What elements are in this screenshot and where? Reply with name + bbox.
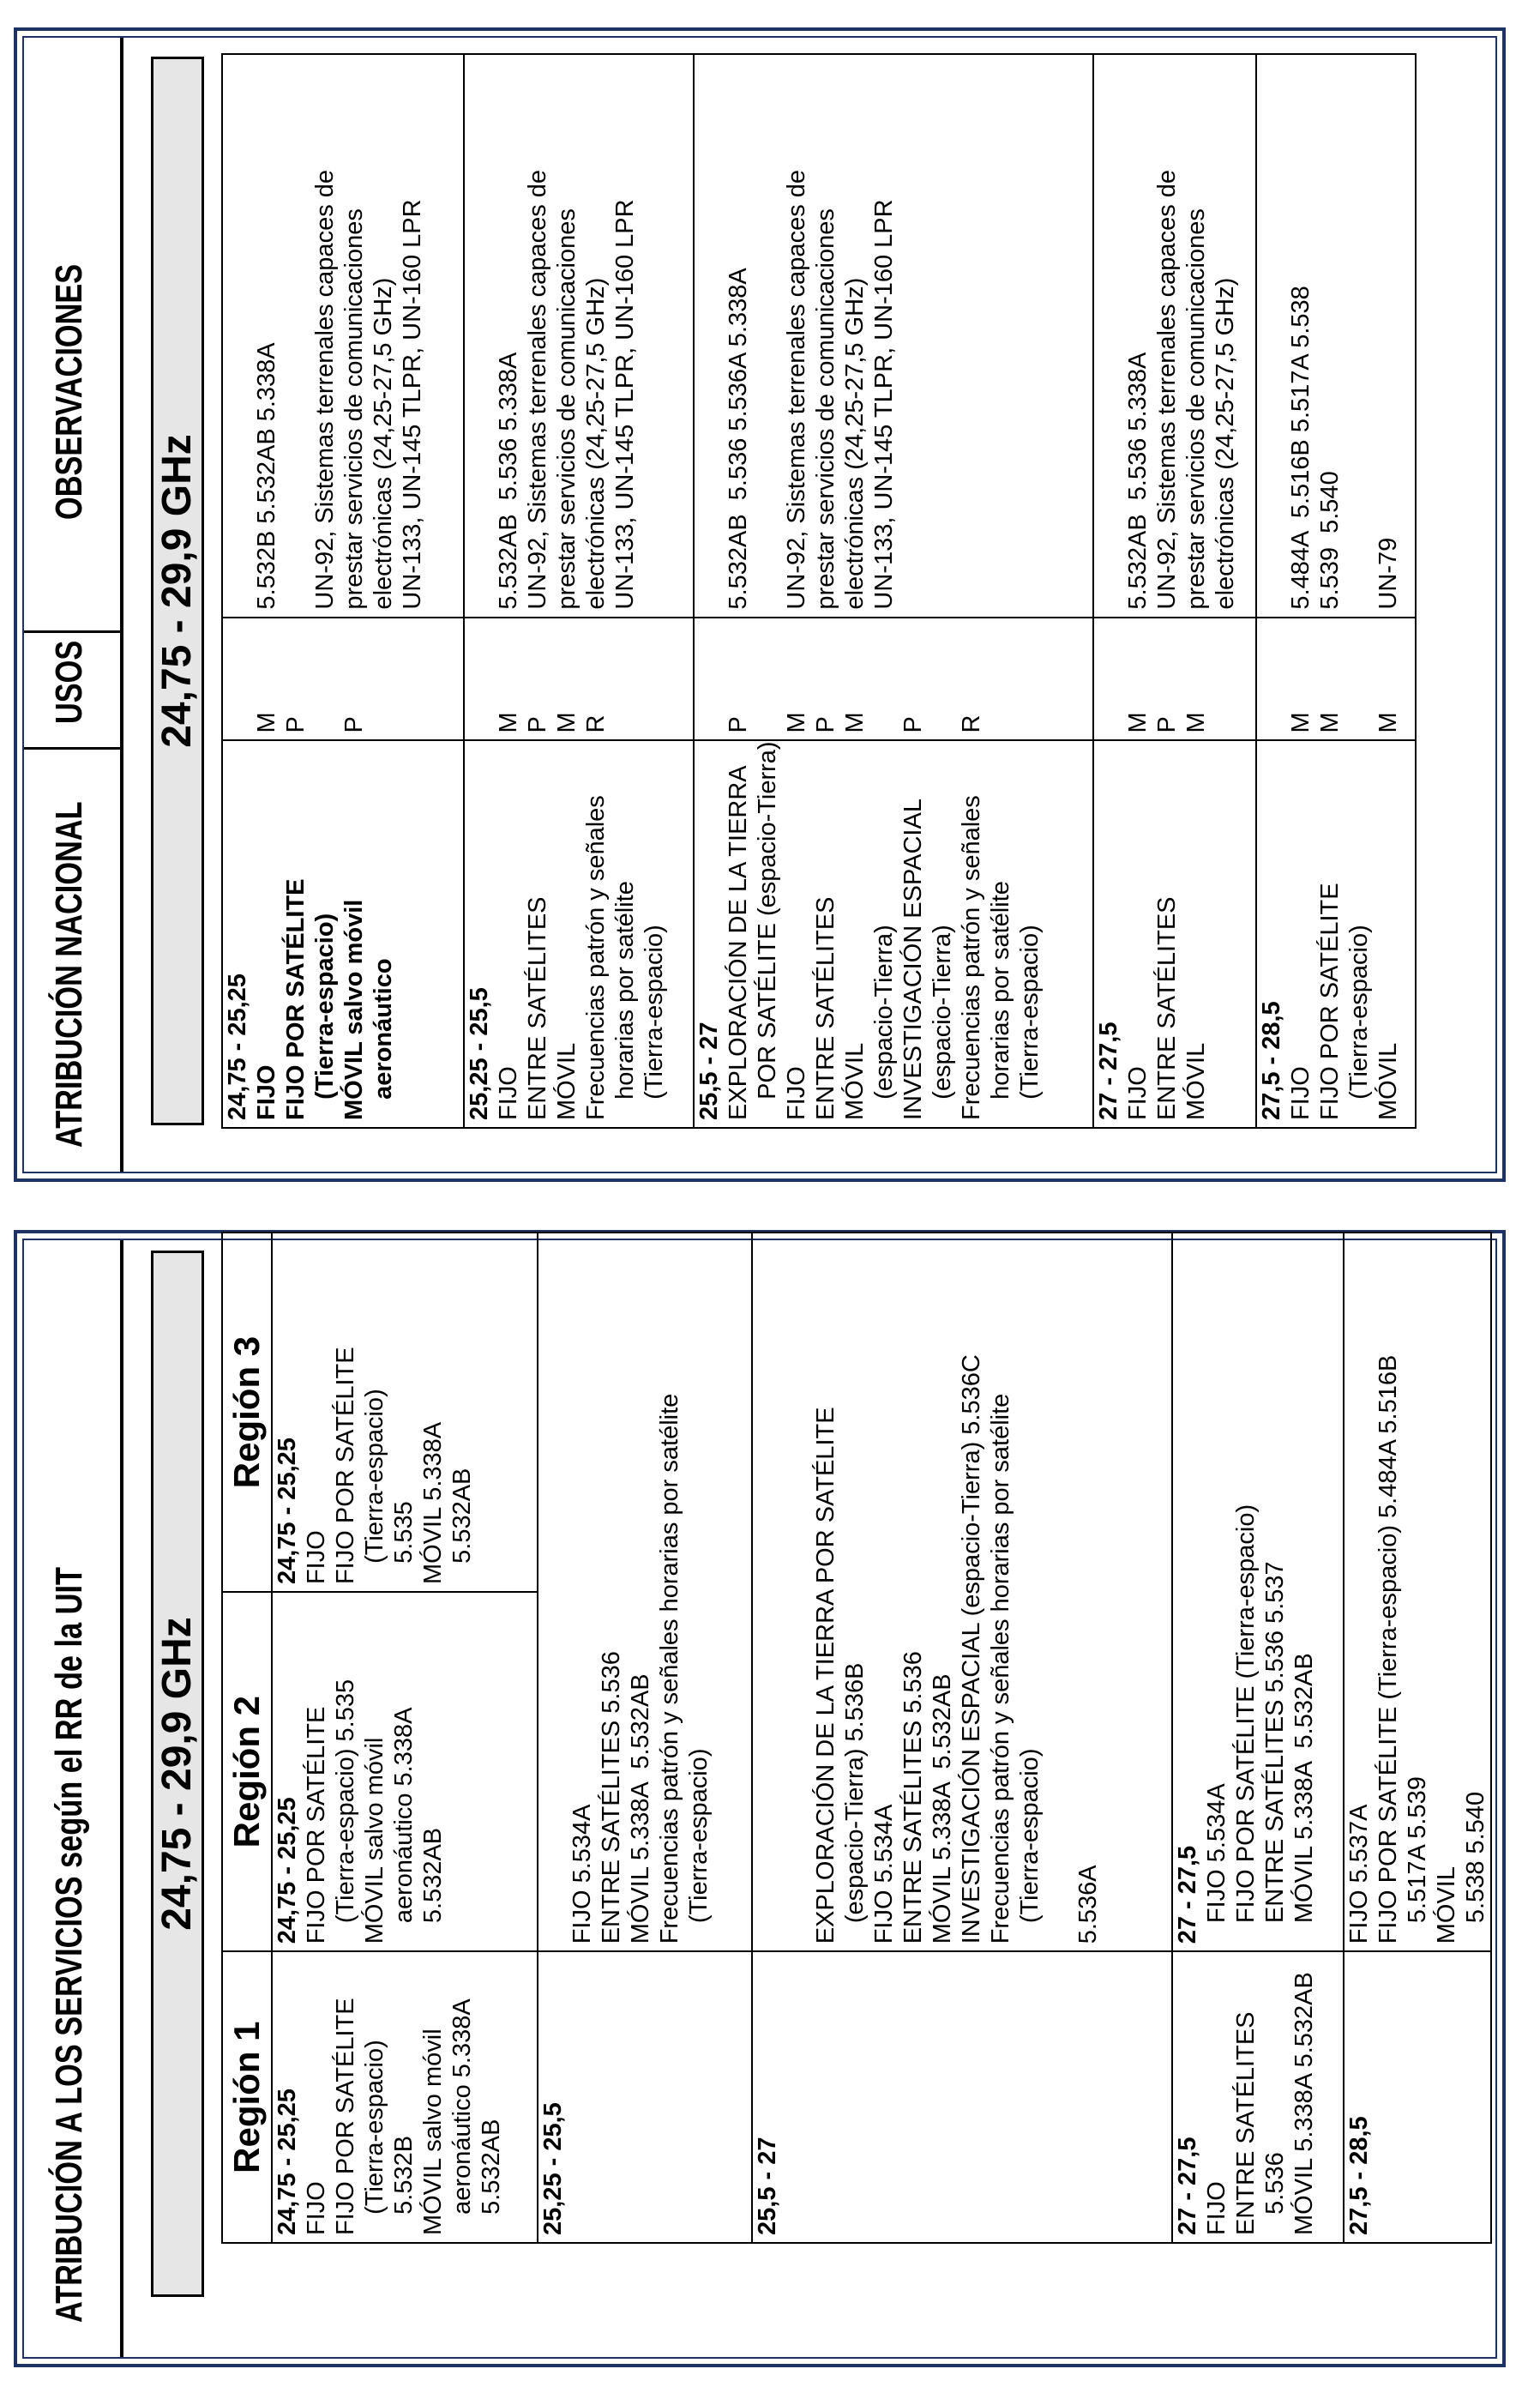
nat-row2: 25,25 - 25,5 FIJO ENTRE SATÉLITES MÓVIL Frecuencias patrón y señales horarias por satélite (Tierra-espacio) <box>464 740 694 1128</box>
national-allocation-table <box>221 53 1417 1129</box>
nat-row1-text: 24,75 - 25,25 FIJO FIJO POR SATÉLITE (Tierra-espacio) MÓVIL salvo móvil aeronáutico <box>224 878 397 1120</box>
usos-row4: M P M <box>1093 618 1256 741</box>
region-2-header: Región 2 <box>222 1592 272 1951</box>
itu-allocation-panel <box>14 1230 1506 2367</box>
obs-row2: 5.532AB 5.536 5.338A UN-92, Sistemas terrenales capaces de prestar servicios de comunicaciones electrónicas (24,25-27,5 GHz) UN-133, UN-145 TLPR, UN-160 LPR <box>464 54 694 618</box>
nat-row1 <box>222 740 464 1128</box>
row5-region1: 27,5 - 28,5 <box>1344 1951 1491 2243</box>
row2-region23: FIJO 5.534A ENTRE SATÉLITES 5.536 MÓVIL 5.338A 5.532AB Frecuencias patrón y señales horarias por satélite (Tierra-espacio) <box>538 1233 752 1951</box>
obs-row1: 5.532B 5.532AB 5.338A UN-92, Sistemas terrenales capaces de prestar servicios de comunicaciones electrónicas (24,25-27,5 GHz) UN-133, UN-145 TLPR, UN-160 LPR <box>222 54 464 618</box>
nat-row3: 25,5 - 27 EXPLORACIÓN DE LA TIERRA POR SATÉLITE (espacio-Tierra) FIJO ENTRE SATÉLITES MÓVIL (espacio-Tierra) INVESTIGACIÓN ESPACIAL (espacio-Tierra) Frecuencias patrón y señales horarias por satélite (Tierra-espacio) <box>694 740 1093 1128</box>
region-1-header: Región 1 <box>222 1951 272 2243</box>
row1-region2: 24,75 - 25,25 FIJO POR SATÉLITE (Tierra-espacio) 5.535 MÓVIL salvo móvil aeronáutico 5.338A 5.532AB <box>272 1592 538 1951</box>
region-3-header: Región 3 <box>222 1233 272 1592</box>
row4-region1: 27 - 27,5 FIJO ENTRE SATÉLITES 5.536 MÓVIL 5.338A 5.532AB <box>1172 1951 1344 2243</box>
row1-region1: 24,75 - 25,25 FIJO FIJO POR SATÉLITE (Tierra-espacio) 5.532B MÓVIL salvo móvil aeronáutico 5.338A 5.532AB <box>272 1951 538 2243</box>
obs-row3: 5.532AB 5.536 5.536A 5.338A UN-92, Sistemas terrenales capaces de prestar servicios de comunicaciones electrónicas (24,25-27,5 GHz) UN-133, UN-145 TLPR, UN-160 LPR <box>694 54 1093 618</box>
usos-row5: M M M <box>1256 618 1416 741</box>
obs-row4: 5.532AB 5.536 5.338A UN-92, Sistemas terrenales capaces de prestar servicios de comunicaciones electrónicas (24,25-27,5 GHz) <box>1093 54 1256 618</box>
usos-row1: M P P <box>222 618 464 741</box>
obs-row5: 5.484A 5.516B 5.517A 5.538 5.539 5.540 UN-79 <box>1256 54 1416 618</box>
usos-row2: M P M R <box>464 618 694 741</box>
nat-row5: 27,5 - 28,5 FIJO FIJO POR SATÉLITE (Tierra-espacio) MÓVIL <box>1256 740 1416 1128</box>
row3-region23: EXPLORACIÓN DE LA TIERRA POR SATÉLITE (espacio-Tierra) 5.536B FIJO 5.534A ENTRE SATÉLITES 5.536 MÓVIL 5.338A 5.532AB INVESTIGACIÓN ESPACIAL (espacio-Tierra) 5.536C Frecuencias patrón y señales horarias por satélite (Tierra-espacio) 5.536A <box>752 1233 1172 1951</box>
usos-header-title: USOS <box>48 640 90 724</box>
national-band-label: 24,75 - 29,9 GHz <box>151 57 204 1125</box>
itu-allocation-table <box>221 1232 1492 2244</box>
header-divider <box>24 747 120 750</box>
header-divider <box>24 630 120 633</box>
row5-region23: FIJO 5.537A FIJO POR SATÉLITE (Tierra-espacio) 5.484A 5.516B 5.517A 5.539 MÓVIL 5.538 5.540 <box>1344 1233 1491 1951</box>
row4-region23: 27 - 27,5 FIJO 5.534A FIJO POR SATÉLITE (Tierra-espacio) ENTRE SATÉLITES 5.536 5.537 MÓVIL 5.338A 5.532AB <box>1172 1233 1344 1951</box>
national-header <box>24 38 123 1172</box>
usos-row3: P M P M P R <box>694 618 1093 741</box>
row2-region1: 25,25 - 25,5 <box>538 1951 752 2243</box>
itu-title: ATRIBUCIÓN A LOS SERVICIOS según el RR de la UIT <box>48 1567 90 2323</box>
row3-region1: 25,5 - 27 <box>752 1951 1172 2243</box>
national-allocation-panel <box>14 27 1506 1182</box>
nat-row4: 27 - 27,5 FIJO ENTRE SATÉLITES MÓVIL <box>1093 740 1256 1128</box>
national-header-title: ATRIBUCIÓN NACIONAL <box>48 801 90 1148</box>
itu-header <box>24 1240 123 2357</box>
observaciones-header-title: OBSERVACIONES <box>48 263 90 520</box>
itu-band-label: 24,75 - 29,9 GHz <box>151 1251 204 2297</box>
row1-region3: 24,75 - 25,25 FIJO FIJO POR SATÉLITE (Tierra-espacio) 5.535 MÓVIL 5.338A 5.532AB <box>272 1233 538 1592</box>
